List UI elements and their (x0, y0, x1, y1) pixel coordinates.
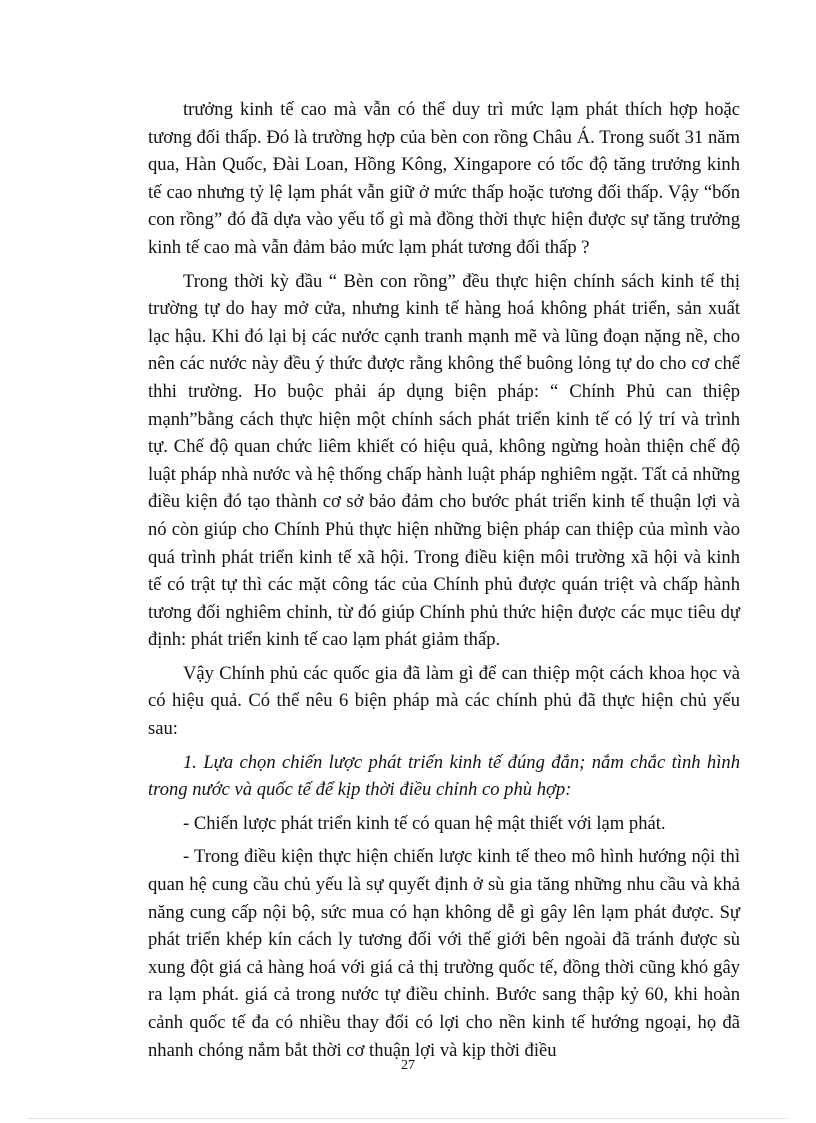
page-bottom-divider (28, 1118, 788, 1119)
body-text (148, 96, 740, 1064)
paragraph-six-measures: Vậy Chính phủ các quốc gia đã làm gì để can thiệp một cách khoa học và có hiệu quả. Có thể nêu 6 biện pháp mà các chính phủ đã thực hiện chủ yếu sau: (148, 662, 740, 740)
heading-measure-1: 1. Lựa chọn chiến lược phát triển kinh tế đúng đắn; nắm chắc tình hình trong nước và quốc tế để kịp thời điều chỉnh co phù hợp: (148, 751, 740, 801)
bullet-strategy: - Chiến lược phát triển kinh tế có quan hệ mật thiết với lạm phát. (183, 812, 666, 834)
paragraph-ben-con-rong-text: Trong thời kỳ đầu “ Bèn con rồng” đều thực hiện chính sách kinh tế thị trường tự do hay mở cửa, nhưng kinh tế hàng hoá không phát triển, sản xuất lạc hậu. Khi đó lại bị các nước cạnh tranh mạnh mẽ và lũng đoạn nặng nề, cho nên các nước này đều ý thức được rằng không thể buông lỏng tự do cho cơ chế thhi trường. Ho buộc phải áp dụng biện pháp: “ Chính Phủ can thiệp mạnh”bằng cách thực hiện một chính sách phát triển kinh tế có lý trí và trình tự. Chế độ quan chức liêm khiết có hiệu quả, không ngừng hoàn thiện chế độ luật pháp nhà nước và hệ thống chấp hành luật pháp nghiêm ngặt. Tất cả những điều kiện đó tạo thành cơ sở bảo đảm cho bước phát triển kinh tế thuận lợi và nó còn giúp cho Chính Phủ thực hiện những biện pháp can thiệp của mình vào quá trình phát triển kinh tế xã hội. Trong điều kiện môi trường xã hội và kinh tế có trật tự thì các mặt công tác của Chính phủ được quán triệt và chấp hành tương đối nghiêm chỉnh, từ đó giúp Chính phủ thức hiện được các mục tiêu dự định: phát triển kinh tế cao lạm phát giảm thấp. (148, 270, 740, 651)
paragraph-ben-con-rong (148, 268, 740, 654)
page-number: 27 (401, 1058, 415, 1073)
paragraph-continuation: trưởng kinh tế cao mà vẫn có thể duy trì mức lạm phát thích hợp hoặc tương đối thấp. Đó là trường hợp của bèn con rồng Châu Á. Trong suốt 31 năm qua, Hàn Quốc, Đài Loan, Hồng Kông, Xingapore có tốc độ tăng trưởng kinh tế cao nhưng tỷ lệ lạm phát vẫn giữ ở mức thấp hoặc tương đối thấp. Vậy “bốn con rồng” đó đã dựa vào yếu tố gì mà đồng thời thực hiện được sự tăng trưởng kinh tế cao mà vẫn đảm bảo mức lạm phát tương đối thấp ? (148, 99, 740, 258)
bullet-inward-model: - Trong điều kiện thực hiện chiến lược kinh tế theo mô hình hướng nội thì quan hệ cung cầu chủ yếu là sự quyết định ở sù gia tăng những nhu cầu và khả năng cung cấp nội bộ, sức mua có hạn không dễ gì gây lên lạm phát được. Sự phát triển khép kín cách ly tương đối với thế giới bên ngoài đã tránh được sù xung đột giá cả hàng hoá với giá cả thị trường quốc tế, đồng thời cũng khó gây ra lạm phát. giá cả trong nước tự điều chỉnh. Bước sang thập kỷ 60, khi hoàn cảnh quốc tế đa có nhiều thay đổi có lợi cho nền kinh tế hướng ngoại, họ đã nhanh chóng nắm bắt thời cơ thuận lợi và kịp thời điều (148, 846, 740, 1061)
